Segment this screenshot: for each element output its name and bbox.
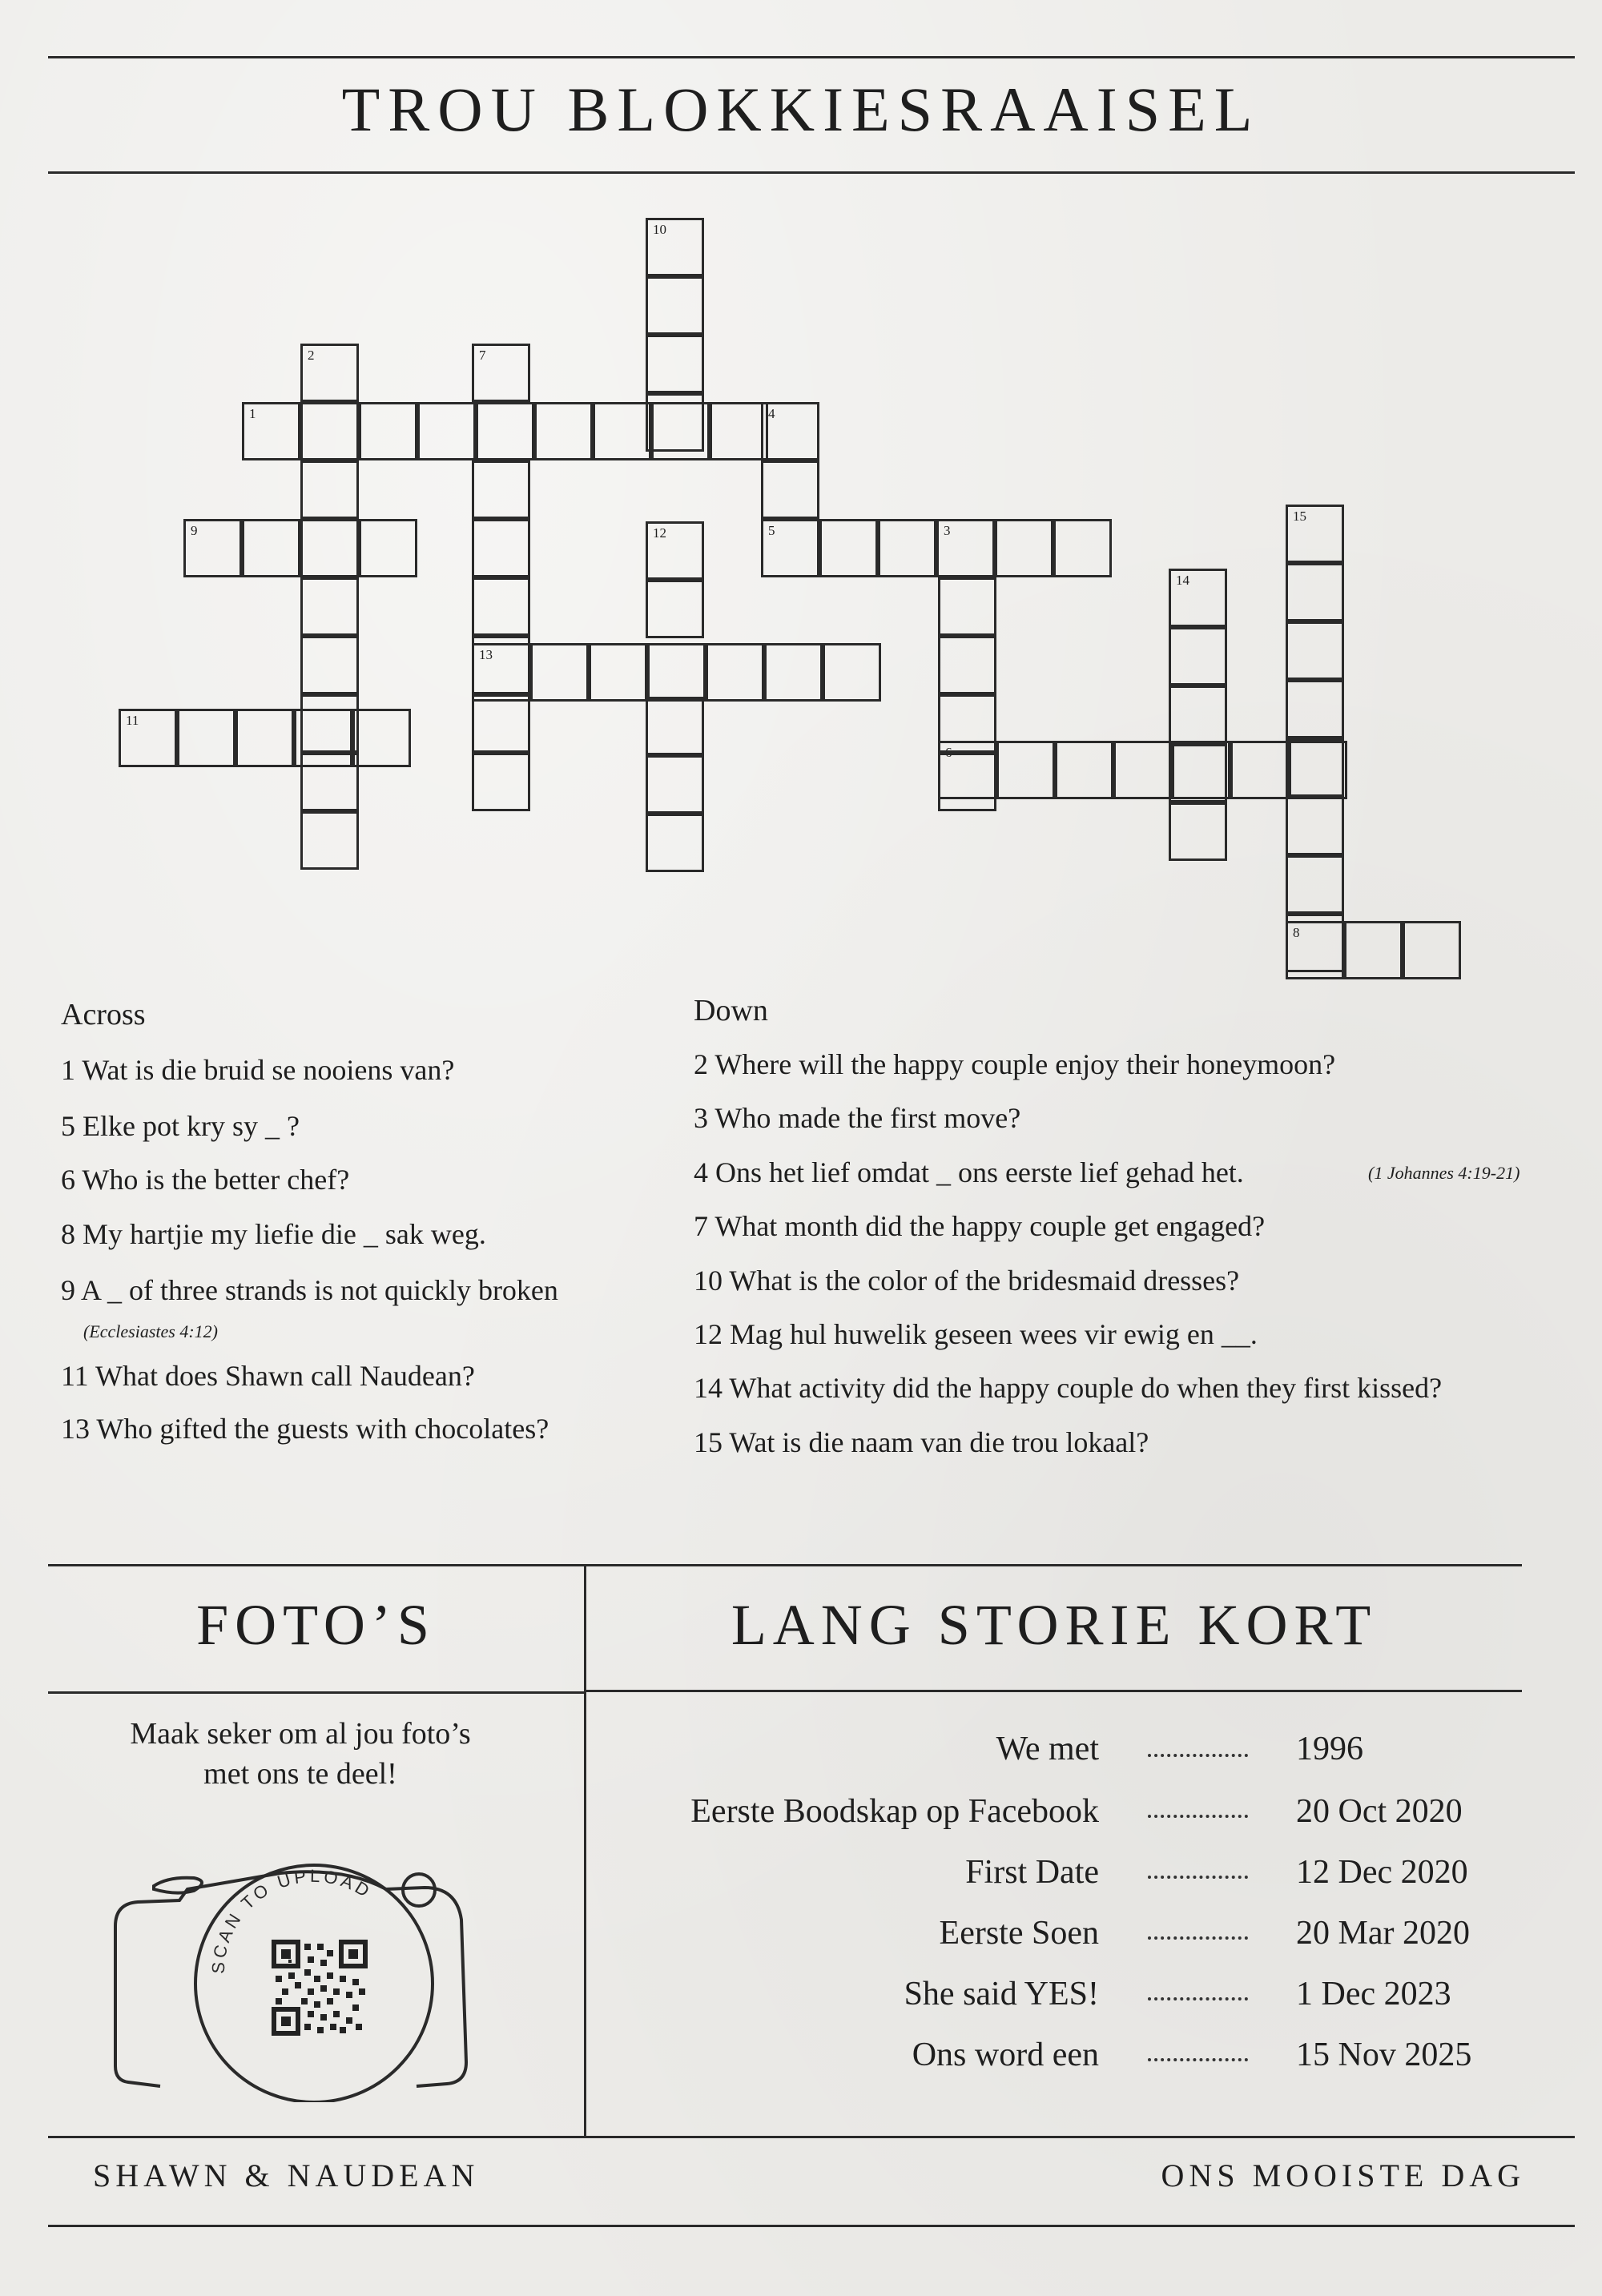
footer-tagline: ONS MOOISTE DAG bbox=[1161, 2157, 1525, 2193]
crossword-cell[interactable] bbox=[938, 577, 996, 636]
crossword-cell[interactable] bbox=[647, 643, 706, 702]
clue-number: 5 bbox=[768, 523, 775, 538]
photos-title: FOTO’S bbox=[196, 1593, 436, 1657]
crossword-cell[interactable] bbox=[646, 697, 704, 755]
crossword-cell[interactable] bbox=[589, 643, 647, 702]
photos-line-2: met ons te deel! bbox=[203, 1757, 397, 1791]
down-clue: 7 What month did the happy couple get engaged? bbox=[694, 1210, 1266, 1242]
crossword-cell[interactable] bbox=[300, 402, 359, 460]
crossword-cell[interactable] bbox=[534, 402, 593, 460]
timeline-date: 15 Nov 2025 bbox=[1296, 2037, 1472, 2073]
section-top-rule bbox=[48, 1564, 1522, 1566]
crossword-cell[interactable] bbox=[1169, 802, 1227, 861]
crossword-cell[interactable] bbox=[1053, 519, 1112, 577]
crossword-cell[interactable] bbox=[1286, 505, 1344, 563]
crossword-cell[interactable] bbox=[646, 580, 704, 638]
down-clue: 3 Who made the first move? bbox=[694, 1102, 1021, 1134]
crossword-cell[interactable] bbox=[1286, 855, 1344, 914]
timeline-date: 20 Oct 2020 bbox=[1296, 1793, 1463, 1830]
timeline-date: 1996 bbox=[1296, 1731, 1363, 1767]
down-clue: 14 What activity did the happy couple do when they first kissed? bbox=[694, 1372, 1443, 1404]
clue-number: 12 bbox=[653, 525, 666, 541]
crossword-cell[interactable] bbox=[472, 753, 530, 811]
crossword-cell[interactable] bbox=[530, 643, 589, 702]
photos-title-rule bbox=[48, 1691, 585, 1694]
crossword-cell[interactable] bbox=[359, 519, 417, 577]
crossword-cell[interactable] bbox=[761, 402, 819, 460]
crossword-cell[interactable] bbox=[1286, 797, 1344, 855]
across-clue: 5 Elke pot kry sy _ ? bbox=[61, 1110, 300, 1142]
crossword-cell[interactable] bbox=[1169, 686, 1227, 744]
crossword-cell[interactable] bbox=[706, 643, 764, 702]
crossword-cell[interactable] bbox=[1286, 914, 1344, 972]
crossword-cell[interactable] bbox=[1286, 563, 1344, 621]
qr-code[interactable] bbox=[272, 1940, 367, 2035]
down-scripture-ref: (1 Johannes 4:19-21) bbox=[1368, 1163, 1520, 1183]
crossword-cell[interactable] bbox=[1286, 738, 1344, 797]
crossword-cell[interactable] bbox=[352, 709, 411, 767]
timeline-label: We met bbox=[996, 1731, 1099, 1767]
crossword-cell[interactable] bbox=[300, 811, 359, 870]
clue-number: 2 bbox=[308, 348, 315, 363]
clue-number: 1 bbox=[249, 406, 256, 421]
crossword-cell[interactable] bbox=[646, 276, 704, 335]
crossword-cell[interactable] bbox=[235, 709, 294, 767]
crossword-cell[interactable] bbox=[646, 218, 704, 276]
crossword-cell[interactable] bbox=[472, 577, 530, 636]
timeline-date: 1 Dec 2023 bbox=[1296, 1976, 1451, 2013]
across-scripture-ref: (Ecclesiastes 4:12) bbox=[83, 1321, 218, 1341]
crossword-cell[interactable] bbox=[472, 519, 530, 577]
crossword-cell[interactable] bbox=[183, 519, 242, 577]
crossword-cell[interactable] bbox=[646, 393, 704, 452]
crossword-cell[interactable] bbox=[938, 753, 996, 811]
photos-line-1: Maak seker om al jou foto’s bbox=[130, 1717, 471, 1751]
crossword-cell[interactable] bbox=[1169, 627, 1227, 686]
story-title: LANG STORIE KORT bbox=[731, 1593, 1378, 1657]
across-clue: 1 Wat is die bruid se nooiens van? bbox=[61, 1054, 455, 1086]
crossword-cell[interactable] bbox=[593, 402, 651, 460]
crossword-cell[interactable] bbox=[938, 636, 996, 694]
crossword-cell[interactable] bbox=[646, 814, 704, 872]
down-clue: 4 Ons het lief omdat _ ons eerste lief gehad het. bbox=[694, 1156, 1244, 1188]
clue-number: 9 bbox=[191, 523, 198, 538]
down-clue: 12 Mag hul huwelik geseen wees vir ewig en __. bbox=[694, 1318, 1258, 1350]
clue-number: 6 bbox=[945, 745, 952, 760]
crossword-cell[interactable] bbox=[646, 335, 704, 393]
crossword-cell[interactable] bbox=[646, 755, 704, 814]
crossword-cell[interactable] bbox=[761, 460, 819, 519]
crossword-cell[interactable] bbox=[1344, 921, 1403, 979]
down-heading: Down bbox=[694, 994, 768, 1027]
crossword-cell[interactable] bbox=[1169, 744, 1227, 802]
clue-number: 8 bbox=[1293, 925, 1300, 940]
timeline-leader bbox=[1148, 1815, 1248, 1818]
camera-caption: SCAN TO UPLOAD bbox=[207, 1865, 376, 1975]
timeline-label: Eerste Soen bbox=[939, 1915, 1099, 1952]
crossword-cell[interactable] bbox=[1113, 741, 1172, 799]
clue-number: 14 bbox=[1176, 573, 1189, 588]
crossword-cell[interactable] bbox=[995, 519, 1053, 577]
footer-top-rule bbox=[48, 2136, 1575, 2138]
crossword-cell[interactable] bbox=[710, 402, 768, 460]
timeline-leader bbox=[1148, 1936, 1248, 1940]
down-clue: 2 Where will the happy couple enjoy their honeymoon? bbox=[694, 1048, 1336, 1080]
page-title: TROU BLOKKIESRAAISEL bbox=[341, 74, 1261, 144]
crossword-cell[interactable] bbox=[300, 460, 359, 519]
clue-number: 13 bbox=[479, 647, 493, 662]
timeline-leader bbox=[1148, 1876, 1248, 1879]
crossword-cell[interactable] bbox=[878, 519, 936, 577]
across-heading: Across bbox=[61, 998, 146, 1031]
crossword-cell[interactable] bbox=[938, 694, 996, 753]
clue-number: 4 bbox=[768, 406, 775, 421]
crossword-cell[interactable] bbox=[1286, 680, 1344, 738]
crossword-cell[interactable] bbox=[1169, 569, 1227, 627]
crossword-cell[interactable] bbox=[119, 709, 177, 767]
crossword-cell[interactable] bbox=[819, 519, 878, 577]
crossword-cell[interactable] bbox=[472, 344, 530, 402]
crossword-cell[interactable] bbox=[300, 694, 359, 753]
across-clue: 8 My hartjie my liefie die _ sak weg. bbox=[61, 1218, 486, 1250]
crossword-cell[interactable] bbox=[472, 694, 530, 753]
timeline-label: Eerste Boodskap op Facebook bbox=[690, 1793, 1099, 1830]
across-clue: 6 Who is the better chef? bbox=[61, 1164, 350, 1196]
clue-number: 15 bbox=[1293, 509, 1306, 524]
clue-number: 7 bbox=[479, 348, 486, 363]
crossword-cell[interactable] bbox=[242, 519, 300, 577]
crossword-cell[interactable] bbox=[1230, 741, 1289, 799]
crossword-cell[interactable] bbox=[764, 643, 823, 702]
crossword-cell[interactable] bbox=[300, 344, 359, 402]
across-clue: 11 What does Shawn call Naudean? bbox=[61, 1360, 475, 1392]
clue-number: 10 bbox=[653, 222, 666, 237]
crossword-cell[interactable] bbox=[996, 741, 1055, 799]
timeline-label: She said YES! bbox=[904, 1976, 1099, 2013]
crossword-cell[interactable] bbox=[300, 636, 359, 694]
timeline-leader bbox=[1148, 1997, 1248, 2000]
timeline-label: First Date bbox=[965, 1854, 1099, 1891]
crossword-cell[interactable] bbox=[300, 519, 359, 577]
down-clue: 10 What is the color of the bridesmaid dresses? bbox=[694, 1265, 1240, 1297]
crossword-cell[interactable] bbox=[1286, 621, 1344, 680]
timeline-date: 12 Dec 2020 bbox=[1296, 1854, 1468, 1891]
crossword-cell[interactable] bbox=[936, 519, 995, 577]
crossword-cell[interactable] bbox=[646, 521, 704, 580]
crossword-cell[interactable] bbox=[359, 402, 417, 460]
crossword-cell[interactable] bbox=[300, 753, 359, 811]
crossword-cell[interactable] bbox=[177, 709, 235, 767]
camera-qr-icon[interactable] bbox=[104, 1806, 489, 2102]
footer-names: SHAWN & NAUDEAN bbox=[93, 2157, 480, 2193]
crossword-cell[interactable] bbox=[476, 402, 534, 460]
timeline-leader bbox=[1148, 2058, 1248, 2061]
crossword-cell[interactable] bbox=[823, 643, 881, 702]
clue-number: 3 bbox=[944, 523, 951, 538]
crossword-cell[interactable] bbox=[417, 402, 476, 460]
crossword-cell[interactable] bbox=[472, 460, 530, 519]
crossword-cell[interactable] bbox=[761, 519, 819, 577]
down-clue: 15 Wat is die naam van die trou lokaal? bbox=[694, 1426, 1149, 1458]
crossword-cell[interactable] bbox=[472, 636, 530, 694]
photos-instruction bbox=[48, 1714, 553, 1794]
crossword-cell[interactable] bbox=[1403, 921, 1461, 979]
crossword-cell[interactable] bbox=[300, 577, 359, 636]
timeline-label: Ons word een bbox=[912, 2037, 1099, 2073]
across-clue: 9 A _ of three strands is not quickly broken bbox=[61, 1274, 558, 1306]
crossword-grid bbox=[0, 0, 1602, 1009]
footer-bottom-rule bbox=[48, 2225, 1575, 2227]
crossword-cell[interactable] bbox=[1055, 741, 1113, 799]
clue-number: 11 bbox=[126, 713, 139, 728]
timeline-date: 20 Mar 2020 bbox=[1296, 1915, 1470, 1952]
crossword-cell[interactable] bbox=[242, 402, 300, 460]
across-clue: 13 Who gifted the guests with chocolates? bbox=[61, 1413, 549, 1445]
story-title-rule bbox=[586, 1690, 1522, 1692]
timeline-leader bbox=[1148, 1754, 1248, 1757]
